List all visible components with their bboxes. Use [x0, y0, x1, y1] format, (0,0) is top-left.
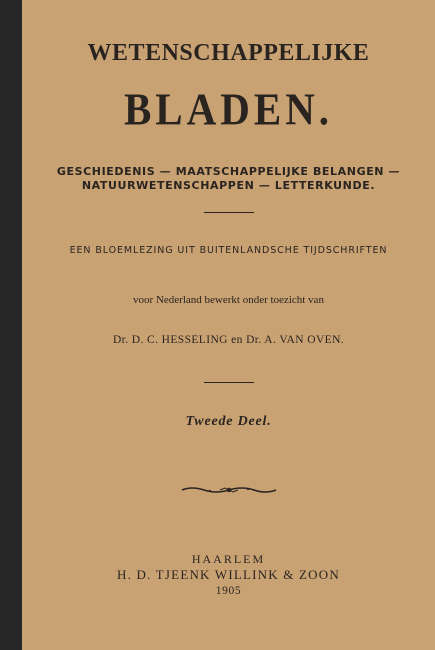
publisher-city: HAARLEM: [191, 552, 266, 566]
volume-label: Tweede Deel.: [185, 414, 272, 429]
editors-line: Dr. D. C. HESSELING en Dr. A. VAN OVEN.: [112, 334, 345, 346]
title-page: [22, 0, 435, 650]
ornament-flourish-icon: [180, 484, 278, 496]
subjects-block: [22, 165, 435, 193]
divider-rule-bottom: [204, 382, 254, 383]
divider-rule-top: [204, 212, 254, 213]
publication-year: 1905: [215, 585, 242, 597]
publisher-name: H. D. TJEENK WILLINK & ZOON: [117, 567, 340, 582]
editing-note: voor Nederland bewerkt onder toezicht van: [133, 294, 324, 306]
subjects-line-1: GESCHIEDENIS — MAATSCHAPPELIJKE BELANGEN —: [56, 165, 401, 178]
series-title: WETENSCHAPPELIJKE: [87, 40, 370, 66]
anthology-subtitle: EEN BLOEMLEZING UIT BUITENLANDSCHE TIJDSCHRIFTEN: [69, 245, 388, 256]
series-main-title: BLADEN.: [123, 83, 334, 135]
book-spine: [0, 0, 22, 650]
subjects-line-2: NATUURWETENSCHAPPEN — LETTERKUNDE.: [81, 179, 376, 192]
